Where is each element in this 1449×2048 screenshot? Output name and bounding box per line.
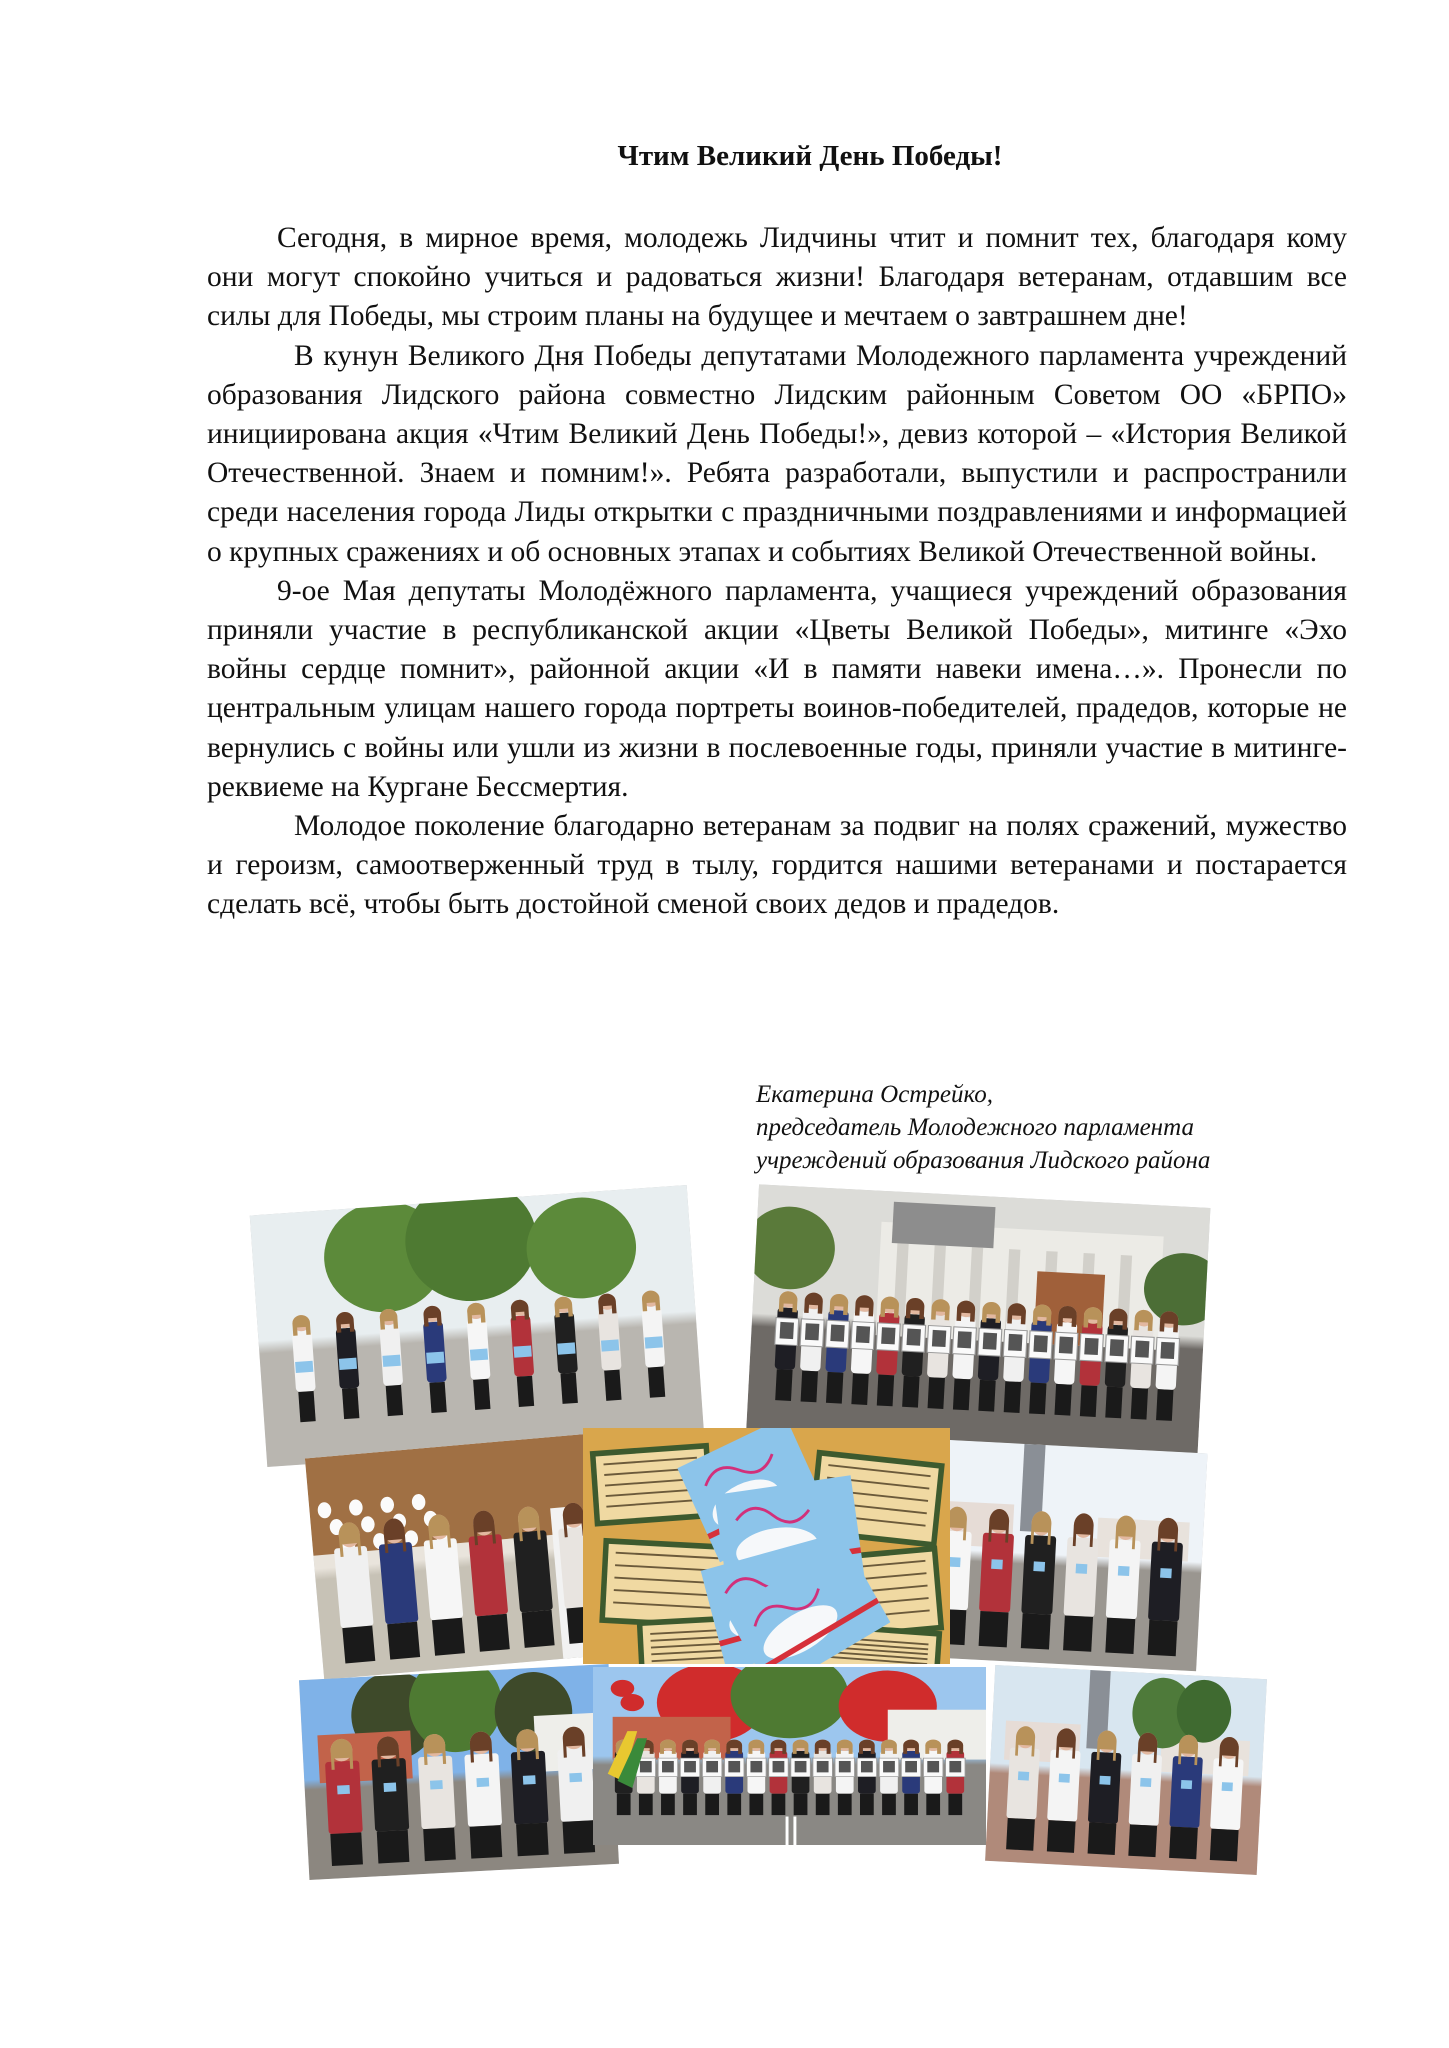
paragraph-3: 9-ое Мая депутаты Молодёжного парламента, учащиеся учреждений образования приняли участие в республиканской акции «Цветы Великой Победы», митинге «Эхо войны сердце помнит», районной акции «И в памяти навеки имена…». Пронесли по центральным улицам нашего города портреты воинов-победителей, прадедов, которые не вернулись с войны или ушли из жизни в послевоенные годы, приняли участие в митинге-реквиеме на Кургане Бессмертия. xyxy=(207,574,1347,803)
photo-1-image xyxy=(250,1185,705,1467)
photo-4 xyxy=(583,1428,950,1664)
photo-8-image xyxy=(985,1665,1267,1875)
photo-5-image xyxy=(914,1439,1207,1671)
photo-7-image xyxy=(593,1667,986,1845)
photo-4-image xyxy=(583,1428,950,1664)
photo-3 xyxy=(305,1432,623,1679)
photo-7 xyxy=(593,1667,986,1845)
photo-6 xyxy=(299,1664,619,1880)
photo-2-image xyxy=(746,1184,1211,1465)
signature-position-2: учреждений образования Лидского района xyxy=(756,1147,1211,1174)
photo-6-image xyxy=(299,1664,619,1880)
paragraph-2: В кунун Великого Дня Победы депутатами Молодежного парламента учреждений образования Лидского района совместно Лидским районным Советом ОО «БРПО» инициирована акция «Чтим Великий День Победы!», девиз которой – «История Великой Отечественной. Знаем и помним!». Ребята разработали, выпустили и распространили среди населения города Лиды открытки с праздничными поздравлениями и информацией о крупных сражениях и об основных этапах и событиях Великой Отечественной войны. xyxy=(207,339,1347,568)
paragraph-1: Сегодня, в мирное время, молодежь Лидчины чтит и помнит тех, благодаря кому они могут спокойно учиться и радоваться жизни! Благодаря ветеранам, отдавшим все силы для Победы, мы строим планы на будущее и мечтаем о завтрашнем дне! xyxy=(207,222,1347,333)
signature xyxy=(756,1078,1210,1177)
photo-8 xyxy=(985,1665,1267,1875)
photo-1 xyxy=(250,1185,705,1467)
paragraph-4: Молодое поколение благодарно ветеранам за подвиг на полях сражений, мужество и героизм, самоотверженный труд в тылу, гордится нашими ветеранами и постарается сделать всё, чтобы быть достойной сменой своих дедов и прадедов. xyxy=(207,810,1347,921)
signature-name: Екатерина Острейко, xyxy=(756,1081,993,1108)
article-body xyxy=(207,219,1347,925)
photo-3-image xyxy=(305,1432,623,1679)
photo-2 xyxy=(746,1184,1211,1465)
page-title: Чтим Великий День Победы! xyxy=(617,140,1003,172)
signature-position-1: председатель Молодежного парламента xyxy=(756,1114,1194,1141)
photo-5 xyxy=(914,1439,1207,1671)
